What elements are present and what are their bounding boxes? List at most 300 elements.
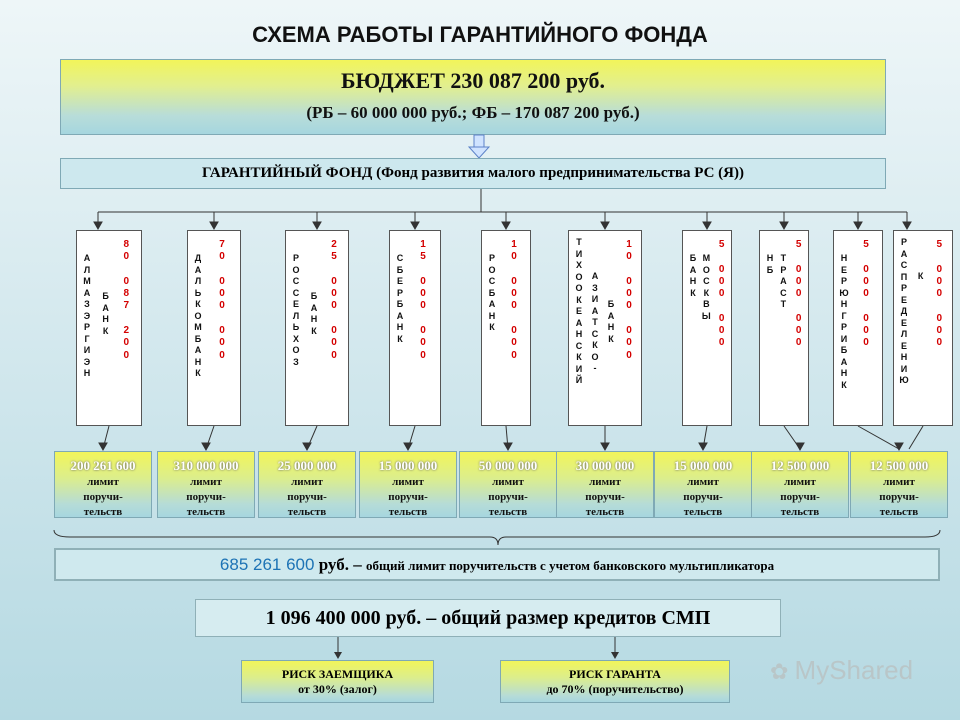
vertical-char: Н (607, 322, 615, 332)
vertical-char: Б (396, 299, 404, 309)
vertical-char: 0 (795, 337, 802, 349)
vertical-char: Б (396, 264, 404, 275)
arrow-head (313, 222, 321, 229)
vertical-char: 0 (331, 325, 337, 337)
vertical-char: М (83, 276, 91, 286)
vertical-char: Х (292, 333, 299, 344)
vertical-char: 0 (863, 275, 869, 287)
vertical-char: Р (780, 264, 787, 275)
vertical-char: К (195, 368, 201, 378)
vertical-char: C (292, 287, 300, 298)
bank-card (285, 230, 349, 426)
limit-text: тельств (879, 506, 919, 518)
vertical-text (486, 253, 498, 334)
vertical-char: З (293, 356, 299, 367)
vertical-char: И (575, 248, 583, 259)
risk-borrower-title: РИСК ЗАЕМЩИКА (281, 667, 394, 681)
vertical-char: А (83, 253, 91, 263)
vertical-text (120, 239, 132, 362)
limit-amount: 200 261 600 (70, 458, 136, 473)
risk-borrower-box (241, 660, 434, 703)
vertical-char: Н (488, 310, 496, 321)
vertical-char: Т (780, 253, 787, 263)
vertical-text (100, 291, 112, 337)
vertical-char: 0 (511, 275, 517, 287)
vertical-char: 0 (420, 275, 426, 287)
vertical-char: С (900, 260, 908, 270)
vertical-char: Р (396, 287, 403, 298)
vertical-char: К (608, 333, 614, 344)
limit-box (157, 451, 255, 518)
vertical-char: Н (840, 253, 848, 263)
watermark-text: MyShared (794, 655, 914, 685)
vertical-char: Н (575, 329, 583, 339)
limit-box (359, 451, 457, 518)
vertical-char: И (591, 294, 599, 304)
limit-text: лимит (589, 476, 621, 488)
vertical-char: 0 (795, 312, 802, 324)
vertical-char: Е (900, 317, 907, 328)
limit-box (654, 451, 752, 518)
limit-amount: 15 000 000 (673, 458, 733, 473)
vertical-char: 0 (718, 325, 725, 337)
vertical-char: Р (840, 276, 847, 286)
vertical-char: Ю (839, 287, 849, 298)
limit-amount: 30 000 000 (575, 458, 635, 473)
vertical-char (860, 251, 872, 263)
vertical-char: 0 (331, 337, 337, 349)
vertical-char: 0 (863, 288, 869, 300)
vertical-char: 0 (718, 275, 725, 287)
arrow-head (504, 443, 512, 450)
vertical-char: Р (900, 237, 907, 247)
vertical-char: К (311, 325, 317, 336)
vertical-char: И (575, 363, 583, 374)
risk-guarantor-title: РИСК ГАРАНТА (569, 667, 661, 681)
vertical-char: М (702, 253, 711, 263)
limit-text: лимит (87, 476, 119, 488)
vertical-char: С (396, 253, 404, 263)
arrow-head (703, 222, 711, 229)
vertical-char: Э (83, 356, 91, 367)
vertical-char: М (194, 322, 202, 332)
vertical-char: 0 (511, 288, 517, 300)
guarantee-fund-box: ГАРАНТИЙНЫЙ ФОНД (Фонд развития малого предпринимательства РС (Я)) (60, 158, 886, 189)
vertical-char: 0 (123, 349, 130, 361)
vertical-text (417, 239, 429, 362)
vertical-char: А (194, 264, 202, 275)
vertical-char: 0 (863, 312, 869, 324)
limit-text: лимит (291, 476, 323, 488)
vertical-char: 5 (420, 251, 426, 263)
vertical-char: А (575, 317, 583, 328)
vertical-char: Й (575, 375, 583, 385)
vertical-char: Н (310, 314, 318, 324)
vertical-char: 1 (626, 239, 632, 250)
vertical-char (933, 251, 945, 263)
vertical-char: К (703, 287, 710, 298)
vertical-char: Д (900, 306, 908, 316)
vertical-char: А (488, 299, 496, 309)
vertical-char: Р (292, 253, 299, 263)
vertical-char: Н (194, 356, 202, 367)
vertical-char: Г (841, 310, 847, 321)
vertical-char: К (576, 294, 582, 305)
vertical-char (508, 313, 520, 325)
vertical-char (508, 264, 520, 276)
vertical-text (81, 253, 93, 380)
vertical-text (933, 239, 945, 350)
vertical-char: 0 (123, 251, 130, 263)
vertical-char: С (780, 287, 787, 298)
limit-box (54, 451, 152, 518)
vertical-char: С (703, 276, 710, 286)
vertical-text (838, 253, 850, 391)
vertical-char (793, 300, 805, 312)
vertical-char: 0 (511, 325, 517, 337)
vertical-char: Н (396, 322, 404, 332)
vertical-char: 0 (331, 300, 337, 312)
total-limit-box (54, 548, 940, 581)
bank-card (481, 230, 531, 426)
vertical-char: 0 (795, 288, 802, 300)
arrow-head (502, 222, 510, 229)
vertical-char: 1 (420, 239, 426, 250)
vertical-char: 8 (123, 288, 130, 300)
vertical-char: 5 (795, 239, 802, 250)
limit-amount: 12 500 000 (869, 458, 929, 473)
limit-text: тельств (287, 506, 327, 518)
vertical-char: К (102, 325, 109, 336)
vertical-text (589, 271, 601, 375)
arrow-head (854, 222, 862, 229)
vertical-char: Б (766, 264, 774, 275)
vertical-char: 0 (219, 251, 225, 263)
vertical-char: П (900, 271, 908, 282)
vertical-char: С (292, 276, 300, 286)
arrow-head (202, 443, 210, 450)
vertical-char (716, 251, 728, 263)
vertical-char: В (703, 299, 710, 309)
arrow-head (780, 222, 788, 229)
vertical-char: 0 (420, 337, 426, 349)
vertical-char: 0 (626, 337, 632, 349)
vertical-char (120, 264, 132, 276)
vertical-char: 0 (511, 251, 517, 263)
vertical-char: 1 (511, 239, 517, 250)
vertical-char: 0 (219, 275, 225, 287)
limit-box (258, 451, 356, 518)
vertical-char: А (607, 310, 615, 321)
vertical-char: С (488, 276, 496, 286)
vertical-char: Е (292, 299, 299, 309)
vertical-char: Б (102, 291, 109, 301)
arrow-head (903, 222, 911, 229)
vertical-char: О (292, 264, 300, 275)
vertical-char: Н (900, 352, 908, 362)
limit-amount: 25 000 000 (277, 458, 337, 473)
vertical-char: К (576, 352, 582, 362)
vertical-char: А (310, 302, 318, 313)
vertical-char: А (840, 356, 848, 367)
vertical-text (290, 253, 302, 368)
watermark-logo: ✿ MyShared (770, 655, 914, 685)
vertical-char: С (591, 328, 599, 339)
vertical-char: 0 (219, 325, 225, 337)
vertical-char: С (575, 340, 583, 351)
vertical-char: Т (592, 317, 598, 327)
vertical-text (793, 239, 805, 350)
vertical-char: 0 (626, 275, 632, 287)
bank-card (759, 230, 809, 426)
limit-text: поручи- (488, 491, 528, 503)
vertical-char: К (195, 299, 201, 309)
vertical-char: Н (689, 276, 697, 286)
vertical-char: 0 (718, 312, 725, 324)
vertical-text (216, 239, 228, 362)
vertical-char: Б (689, 253, 697, 263)
vertical-char (623, 313, 635, 325)
budget-breakdown: (РБ – 60 000 000 руб.; ФБ – 170 087 200 руб.) (306, 103, 640, 122)
limit-text: тельств (780, 506, 820, 518)
vertical-char: Ы (701, 310, 711, 321)
risk-guarantor-box (500, 660, 730, 703)
vertical-text (328, 239, 340, 362)
arrow-head (601, 222, 609, 229)
limit-text: лимит (492, 476, 524, 488)
arrow-head (699, 443, 707, 450)
vertical-char: Б (488, 287, 496, 298)
limit-text: тельств (186, 506, 226, 518)
limit-text: тельств (585, 506, 625, 518)
vertical-char: А (780, 276, 787, 286)
vertical-char: 7 (219, 239, 225, 250)
vertical-char: К (917, 271, 924, 281)
arrow-head (601, 443, 609, 450)
bank-card (568, 230, 642, 426)
vertical-char: А (83, 287, 91, 298)
arrow-head (94, 222, 102, 229)
vertical-char: 0 (219, 349, 225, 361)
bank-card (389, 230, 441, 426)
total-limit-unit: руб. – (314, 555, 366, 574)
vertical-char: Б (840, 345, 848, 355)
budget-to-fund-arrow (469, 135, 489, 158)
vertical-char: К (690, 287, 696, 298)
vertical-char: 0 (936, 312, 943, 324)
vertical-char: Б (310, 291, 318, 301)
vertical-char: А (194, 345, 202, 355)
limit-text: поручи- (186, 491, 226, 503)
vertical-char: Д (194, 253, 202, 263)
bank-card (76, 230, 142, 426)
vertical-char: О (575, 283, 583, 293)
vertical-char: Л (292, 310, 300, 321)
vertical-char: 5 (331, 251, 337, 263)
vertical-char: Л (83, 264, 91, 275)
vertical-char: Э (83, 310, 91, 321)
vertical-char: 0 (936, 325, 943, 337)
risk-guarantor-detail: до 70% (поручительство) (546, 682, 684, 696)
vertical-text (508, 239, 520, 362)
vertical-char: З (84, 299, 90, 309)
arrow-head (796, 443, 804, 450)
limit-text: тельств (488, 506, 528, 518)
vertical-char: Е (900, 340, 907, 351)
vertical-char: И (83, 345, 91, 355)
limit-text: лимит (392, 476, 424, 488)
vertical-char: О (591, 351, 599, 362)
vertical-char: 0 (511, 337, 517, 349)
vertical-text (394, 253, 406, 345)
vertical-char: 5 (863, 239, 869, 250)
limit-amount: 15 000 000 (378, 458, 438, 473)
limit-text: тельств (388, 506, 428, 518)
bank-card (893, 230, 953, 426)
vertical-char: 0 (626, 251, 632, 263)
vertical-char: А (900, 248, 908, 259)
vertical-char: Л (194, 276, 202, 286)
vertical-char: А (689, 264, 697, 275)
vertical-char: Н (83, 368, 91, 378)
vertical-char: О (575, 271, 583, 282)
vertical-char: К (489, 322, 495, 332)
bank-card (682, 230, 732, 426)
vertical-char: 0 (626, 300, 632, 312)
vertical-char (793, 251, 805, 263)
vertical-char: О (702, 264, 710, 275)
vertical-char: 2 (123, 325, 130, 337)
arrow-head (895, 443, 903, 450)
vertical-char: О (488, 264, 496, 275)
arrow-head (303, 443, 311, 450)
bank-card (833, 230, 883, 426)
vertical-char: 0 (331, 288, 337, 300)
credit-total-box: 1 096 400 000 руб. – общий размер кредитов СМП (195, 599, 781, 637)
vertical-char (716, 300, 728, 312)
vertical-char: 0 (219, 300, 225, 312)
vertical-char: 0 (718, 288, 725, 300)
vertical-char: 0 (219, 288, 225, 300)
vertical-char: 0 (718, 263, 725, 275)
vertical-char: Т (780, 299, 787, 309)
vertical-char (216, 264, 228, 276)
limit-text: лимит (190, 476, 222, 488)
limit-amount: 12 500 000 (770, 458, 830, 473)
limit-text: лимит (687, 476, 719, 488)
vertical-char: Н (766, 253, 774, 263)
vertical-char: Н (102, 314, 109, 324)
vertical-text (700, 253, 712, 322)
vertical-char: 0 (331, 349, 337, 361)
vertical-char: Х (575, 260, 582, 270)
vertical-char: 0 (420, 300, 426, 312)
vertical-char (860, 300, 872, 312)
vertical-char: 0 (936, 275, 943, 287)
total-limit-description: общий лимит поручительств с учетом банковского мультипликатора (365, 558, 775, 573)
vertical-char: Е (900, 294, 907, 305)
vertical-char: 0 (420, 288, 426, 300)
vertical-text (308, 291, 320, 337)
vertical-char (933, 300, 945, 312)
vertical-char: 0 (420, 349, 426, 361)
arrow-head (99, 443, 107, 450)
limit-text: поручи- (780, 491, 820, 503)
vertical-char: 0 (718, 337, 725, 349)
vertical-text (777, 253, 789, 311)
limit-box (751, 451, 849, 518)
vertical-char: Ь (292, 322, 300, 332)
vertical-text (605, 299, 617, 345)
vertical-char: 0 (795, 275, 802, 287)
vertical-char: Н (840, 299, 848, 309)
limit-amount: 50 000 000 (478, 458, 538, 473)
limit-text: тельств (83, 506, 123, 518)
vertical-char (417, 313, 429, 325)
vertical-char: А (591, 271, 599, 281)
vertical-char: 0 (626, 349, 632, 361)
limit-text: поручи- (83, 491, 123, 503)
vertical-char: К (592, 340, 598, 350)
vertical-char: К (841, 379, 847, 390)
vertical-char (623, 264, 635, 276)
vertical-char: 0 (626, 288, 632, 300)
arrow-head (210, 222, 218, 229)
vertical-char: Б (194, 333, 202, 344)
vertical-char: Р (900, 283, 907, 293)
vertical-text (192, 253, 204, 380)
vertical-text (898, 237, 910, 387)
vertical-char: 0 (511, 300, 517, 312)
vertical-char: Т (576, 237, 582, 247)
vertical-char: А (396, 310, 404, 321)
vertical-char: 5 (936, 239, 943, 250)
vertical-char: Г (84, 333, 90, 344)
vertical-char: З (592, 282, 598, 293)
vertical-char: Н (840, 368, 848, 378)
vertical-char: 2 (331, 239, 337, 250)
vertical-text (716, 239, 728, 350)
vertical-char (417, 264, 429, 276)
vertical-char: 0 (219, 337, 225, 349)
vertical-char: 0 (863, 263, 869, 275)
vertical-char: 0 (795, 325, 802, 337)
vertical-char: К (397, 333, 403, 344)
vertical-char: Р (488, 253, 495, 263)
vertical-text (915, 271, 927, 283)
vertical-char: 0 (420, 325, 426, 337)
vertical-char (328, 313, 340, 325)
vertical-char: Р (840, 322, 847, 332)
limit-text: поручи- (388, 491, 428, 503)
vertical-char: 7 (123, 300, 130, 312)
budget-amount: БЮДЖЕТ 230 087 200 руб. (340, 68, 606, 93)
diagram-title: СХЕМА РАБОТЫ ГАРАНТИЙНОГО ФОНДА (252, 22, 708, 47)
vertical-char: И (900, 363, 908, 374)
vertical-char: Ю (899, 375, 909, 385)
vertical-char: 0 (863, 325, 869, 337)
vertical-char (120, 313, 132, 325)
vertical-char: Б (607, 299, 615, 309)
vertical-char: 0 (863, 337, 869, 349)
vertical-char: 8 (123, 239, 130, 250)
vertical-char: Е (840, 264, 847, 275)
limit-text: поручи- (683, 491, 723, 503)
vertical-char: 0 (936, 288, 943, 300)
total-limit-amount: 685 261 600 (219, 555, 315, 574)
vertical-char: Ь (194, 287, 202, 298)
limit-text: лимит (784, 476, 816, 488)
